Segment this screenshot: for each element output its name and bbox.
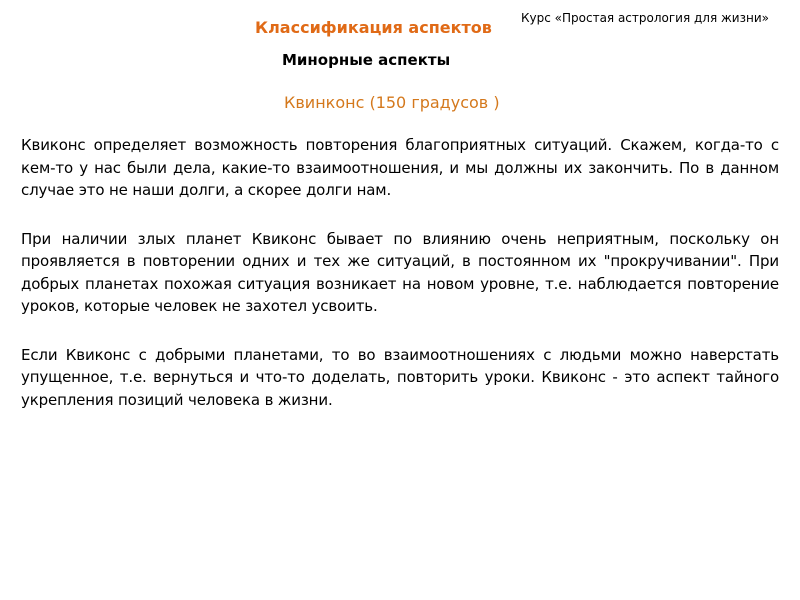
page-title: Классификация аспектов	[255, 18, 492, 37]
section-heading: Квинконс (150 градусов )	[284, 93, 500, 112]
body-text	[21, 134, 779, 437]
paragraph-2: При наличии злых планет Квиконс бывает по влиянию очень неприятным, поскольку он проявляется в повторении одних и тех же ситуаций, в постоянном их "прокручивании". При добрых планетах похожая ситуация возникает на новом уровне, т.е. наблюдается повторение уроков, которые человек не захотел усвоить.	[21, 229, 779, 315]
course-label: Курс «Простая астрология для жизни»	[521, 11, 769, 25]
paragraph-3: Если Квиконс с добрыми планетами, то во взаимоотношениях с людьми можно наверстать упущенное, т.е. вернуться и что-то доделать, повторить уроки. Квиконс - это аспект тайного укрепления позиций человека в жизни.	[21, 345, 779, 409]
paragraph-1: Квиконс определяет возможность повторения благоприятных ситуаций. Скажем, когда-то с кем-то у нас были дела, какие-то взаимоотношения, и мы должны их закончить. По в данном случае это не наши долги, а скорее долги нам.	[21, 136, 779, 199]
page-subtitle: Минорные аспекты	[282, 51, 451, 69]
